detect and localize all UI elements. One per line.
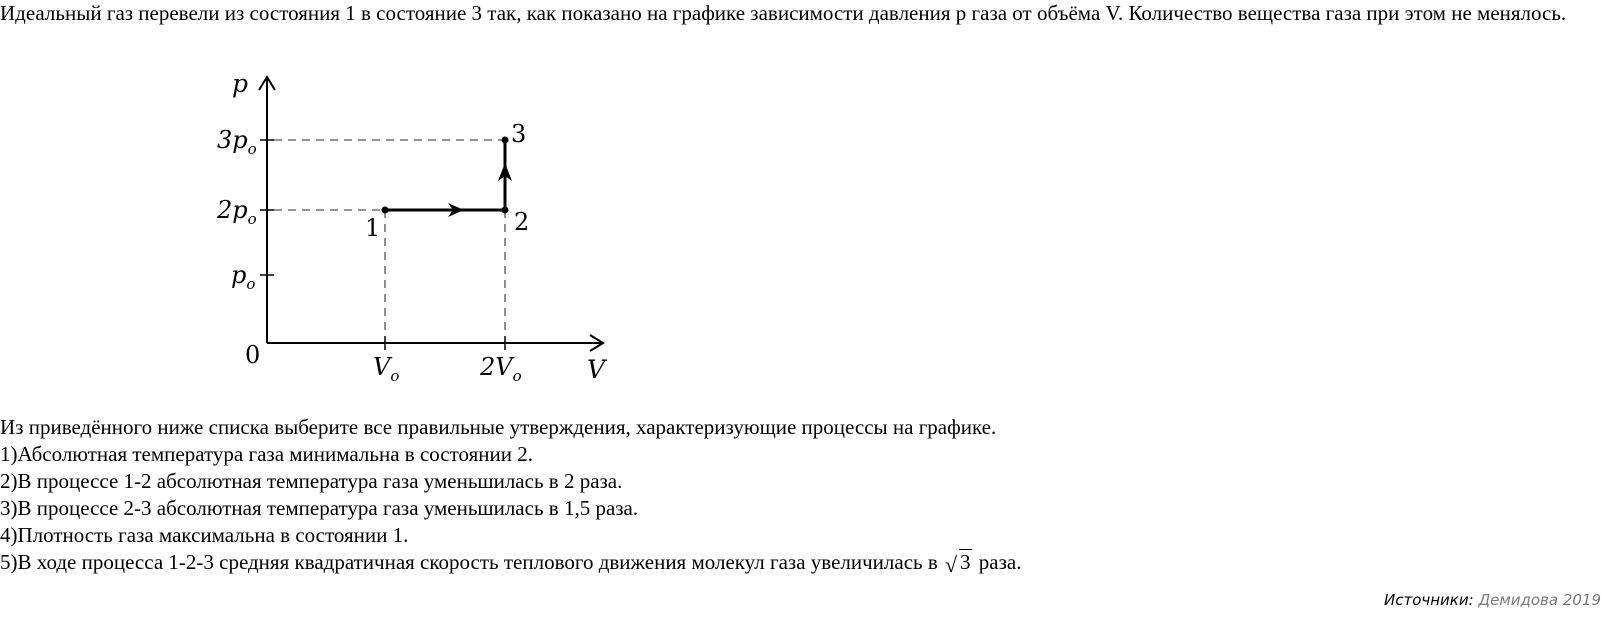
state-points — [382, 137, 509, 214]
statement-2: 2)В процессе 1-2 абсолютная температура газа уменьшилась в 2 раза. — [0, 469, 623, 493]
point-label-2: 2 — [514, 208, 530, 236]
point-label-3: 3 — [511, 120, 527, 148]
process-path — [385, 140, 505, 210]
origin-label: 0 — [245, 341, 261, 369]
y-tick-2p0: $2p_o$ — [217, 196, 257, 228]
statement-3: 3)В процессе 2-3 абсолютная температура газа уменьшилась в 1,5 раза. — [0, 496, 639, 520]
question-block — [0, 414, 1021, 576]
tick-marks — [260, 140, 505, 350]
statement-1: 1)Абсолютная температура газа минимальна в состоянии 2. — [0, 442, 533, 466]
sqrt-sign-icon: √ — [945, 552, 958, 577]
axes — [259, 77, 603, 351]
dashed-guides — [274, 140, 505, 336]
statement-4: 4)Плотность газа максимальна в состоянии 1. — [0, 523, 409, 547]
point-label-1: 1 — [365, 214, 381, 242]
sqrt-expression: √ 3 — [945, 550, 971, 577]
pv-diagram — [200, 60, 630, 390]
x-axis-label: V — [587, 355, 606, 384]
y-tick-p0: $p_o$ — [231, 261, 256, 293]
source-attribution — [1384, 591, 1601, 609]
statement-5: 5)В ходе процесса 1-2-3 средняя квадратичная скорость теплового движения молекул газа увеличилась в √ 3 раза. — [0, 550, 1022, 577]
y-tick-3p0: $3p_o$ — [217, 126, 257, 158]
y-axis-label: p — [232, 69, 249, 98]
problem-intro: Идеальный газ перевели из состояния 1 в состояние 3 так, как показано на графике зависимости давления p газа от объёма V. Количество вещества газа при этом не менялось. — [0, 1, 1567, 25]
source-link[interactable]: Демидова 2019 — [1478, 591, 1601, 609]
x-tick-v0: $V_o$ — [373, 353, 400, 385]
x-tick-2v0: $2V_o$ — [480, 353, 522, 385]
source-label: Источники: — [1384, 591, 1474, 609]
question-text: Из приведённого ниже списка выберите все правильные утверждения, характеризующие процессы на графике. — [0, 415, 997, 439]
